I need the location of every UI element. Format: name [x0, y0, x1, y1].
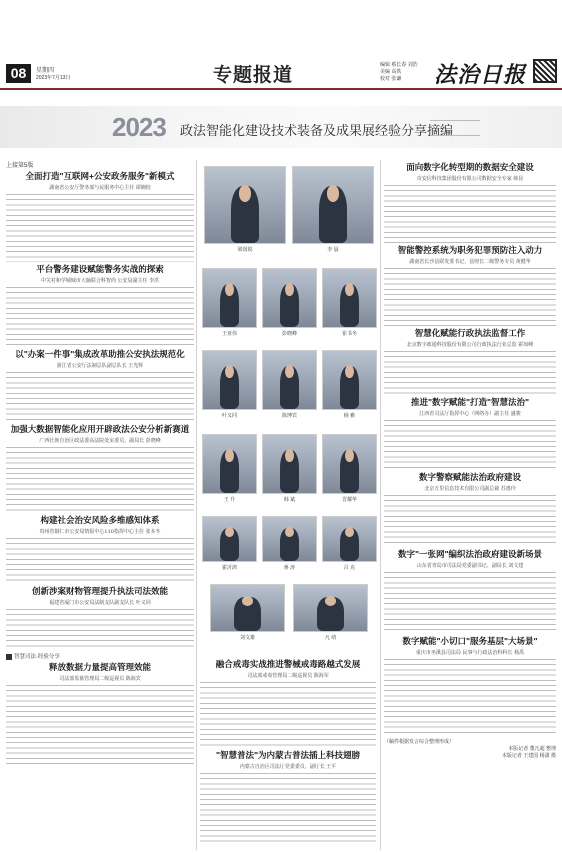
header-rule — [0, 88, 562, 90]
article-byline: 北京数字政通科技股份有限公司行政执法行业总监 霍如峰 — [406, 342, 534, 348]
article-byline: 福建省厦门市公安局法制支队副支队长 叶义同 — [49, 600, 151, 606]
article-byline: 司法部戒毒管理局二级巡视员 陈海军 — [247, 673, 329, 679]
speaker-photo — [202, 350, 257, 410]
article-byline: 奇安信科技集团股份有限公司数据安全专家 韩昆 — [416, 176, 524, 182]
banner-decoration — [430, 120, 480, 136]
speaker-figure — [220, 528, 239, 561]
speaker-photo — [262, 434, 317, 494]
qr-code-icon — [533, 59, 557, 83]
article-body — [6, 287, 194, 347]
speaker-name: 刘文雄 — [239, 635, 255, 641]
article-body — [200, 773, 376, 843]
article-title: 融合戒毒实战推进警械戒毒路越式发展 — [215, 659, 361, 669]
speaker-figure — [280, 366, 299, 410]
weekday: 星期四 — [36, 68, 55, 74]
speaker-name: 叶义同 — [221, 413, 237, 419]
speaker-photo — [202, 268, 257, 328]
column-divider — [196, 160, 197, 850]
article-title: 数字警察赋能法治政府建设 — [418, 472, 521, 482]
speaker-photo — [262, 516, 317, 562]
speaker-photo — [322, 268, 377, 328]
speaker-photo — [292, 166, 374, 244]
speaker-figure — [340, 366, 359, 410]
article-title: "智慧普法"为内蒙古普法插上科技翅膀 — [215, 750, 361, 760]
square-bullet-icon — [6, 654, 12, 660]
speaker-name: 蒋 涛 — [283, 565, 296, 571]
speaker-photo — [262, 350, 317, 410]
left-column — [6, 160, 194, 850]
article-title: 智慧化赋能行政执法监督工作 — [414, 328, 526, 338]
article-title: 以"办案一件事"集成改革助推公安执法规范化 — [15, 349, 185, 359]
article-title: 智能警控系统为职务犯罪预防注入动力 — [397, 245, 543, 255]
article-byline: 江西省司法厅指挥中心（网络办）副主任 盛骏 — [419, 411, 521, 417]
speaker-figure — [220, 450, 239, 494]
section-label-text: 智慧司法·经验分享 — [14, 654, 60, 660]
speaker-name: 吕 克 — [343, 565, 356, 571]
column-divider — [380, 160, 381, 850]
speaker-name: 韩 斌 — [283, 497, 296, 503]
article-body — [384, 268, 556, 326]
article-byline: 司法部监狱管理局二级巡视员 陈海宾 — [59, 676, 141, 682]
speaker-figure — [280, 450, 299, 494]
article-body — [384, 572, 556, 634]
credit-line: 本版记者 王建国 杨潇 摄 — [501, 753, 556, 759]
speaker-figure — [340, 528, 359, 561]
article-byline: 山东省青岛市司法局党委副书记、副局长 刘文建 — [416, 563, 524, 569]
speaker-figure — [220, 366, 239, 410]
speaker-photo — [322, 350, 377, 410]
speaker-name: 杨 雅 — [343, 413, 356, 419]
speaker-photo — [204, 166, 286, 244]
speaker-name: 彭晓峰 — [281, 331, 297, 337]
credit-line: （稿件根据发言综合整理形成） — [384, 739, 455, 745]
speaker-photo — [293, 584, 368, 632]
editor-line: 编辑 蔡长春 刘浩 — [380, 62, 418, 68]
speaker-figure — [280, 284, 299, 328]
speaker-name: 李 晨 — [327, 247, 339, 253]
speaker-name: 崔书冬 — [341, 331, 357, 337]
report-credits — [384, 738, 556, 759]
article-title: 释放数据力量提高管理效能 — [48, 662, 151, 672]
article-byline: 贵州省铜仁市公安局情报中心110指挥中心主任 张本冬 — [39, 529, 161, 535]
article-title: 加强大数据智能化应用开辟政法公安分析新赛道 — [10, 424, 190, 434]
speaker-figure — [280, 528, 299, 561]
speaker-name: 王亚伟 — [221, 331, 237, 337]
speaker-name: 霍沂鸿 — [221, 565, 237, 571]
speaker-figure — [319, 186, 348, 243]
banner-title: 政法智能化建设技术装备及成果展经验分享摘编 — [180, 124, 454, 139]
article-byline: 广西壮族自治区政法委高法院处室委员，副局长 彭晓峰 — [39, 438, 161, 444]
speaker-figure — [231, 186, 260, 243]
article-body — [384, 351, 556, 395]
newspaper-logo: 法治日报 — [434, 62, 527, 88]
article-byline: 浙江省公安厅法制总队副总队长 王光辉 — [56, 363, 144, 369]
article-byline: 湖南省长沙县联发委书记，县财长二级警务专员 黄健华 — [409, 259, 531, 265]
article-body — [6, 685, 194, 765]
article-title: 平台警务建设赋能警务实战的探索 — [36, 264, 164, 274]
speaker-photo — [322, 434, 377, 494]
article-body — [6, 538, 194, 584]
editor-credits — [380, 62, 418, 83]
speaker-photo — [210, 584, 285, 632]
article-byline: 中关村和学城城市大脑联合科智尚 公安局副主任 李洪 — [40, 278, 160, 284]
page-number: 08 — [6, 64, 31, 83]
article-title: 数字赋能"小切口"服务基层"大场景" — [402, 636, 538, 646]
credit-line: 本版记者 董凡超 整理 — [508, 746, 556, 752]
speaker-photo — [262, 268, 317, 328]
article-body — [384, 185, 556, 243]
speaker-name: 梁国锐 — [237, 247, 253, 253]
article-title: 数字"一张网"编织法治政府建设新场景 — [397, 549, 543, 559]
article-body — [384, 659, 556, 735]
article-body — [6, 447, 194, 513]
article-title: 面向数字化转型期的数据安全建设 — [406, 162, 534, 172]
right-column — [384, 160, 556, 850]
title-banner — [0, 106, 562, 148]
speaker-photo — [322, 516, 377, 562]
issue-date: 2023年7月13日 — [36, 75, 71, 81]
article-body — [6, 372, 194, 422]
article-title: 构建社会治安风险多维感知体系 — [40, 515, 160, 525]
article-byline: 内蒙古自治区司法厅党委委员，副厅长 王平 — [239, 764, 337, 770]
article-title: 推进"数字赋能"打造"智慧法治" — [410, 397, 530, 407]
speaker-figure — [340, 450, 359, 494]
editor-line: 美编 高铁 — [380, 69, 402, 75]
article-byline: 重庆市巫溪县司法局 民事与行政法治科科长 杨禹 — [415, 650, 525, 656]
speaker-name: 晋耀华 — [341, 497, 357, 503]
section-title: 专题报道 — [213, 65, 294, 86]
article-body — [200, 682, 376, 746]
speaker-photo — [202, 434, 257, 494]
article-byline: 湖南省公安厅警务部与民服务中心主任 谭湘校 — [49, 185, 151, 191]
article-body — [6, 194, 194, 262]
speaker-figure — [234, 597, 260, 632]
speaker-name: 凡 靖 — [324, 635, 337, 641]
article-title: 全面打造"互联网+公安政务服务"新模式 — [25, 171, 175, 181]
speaker-figure — [317, 597, 343, 632]
article-body — [384, 495, 556, 547]
speaker-name: 王 升 — [223, 497, 236, 503]
article-title: 创新涉案财物管理提升执法司法效能 — [31, 586, 168, 596]
page-header — [0, 0, 562, 100]
speaker-figure — [220, 284, 239, 328]
article-byline: 北京万里信息技术有限公司副总裁 苏惠玲 — [424, 486, 516, 492]
editor-line: 校对 张谦 — [380, 76, 402, 82]
speaker-photo — [202, 516, 257, 562]
article-body — [384, 420, 556, 470]
section-label — [6, 652, 194, 660]
continuation-note: 上接第5版 — [6, 163, 34, 169]
speaker-figure — [340, 284, 359, 328]
middle-column — [200, 657, 376, 850]
article-body — [6, 609, 194, 649]
speaker-name: 陈博宾 — [281, 413, 297, 419]
banner-year: 2023 — [112, 112, 166, 142]
